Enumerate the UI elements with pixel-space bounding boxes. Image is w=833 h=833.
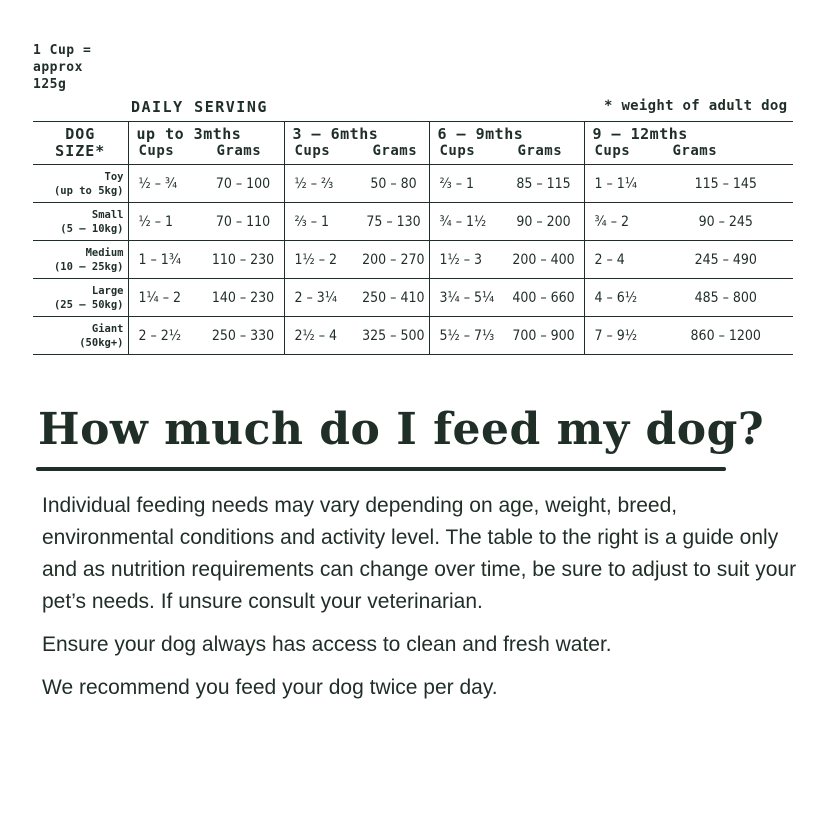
grams-value: 485 – 800 bbox=[694, 289, 757, 306]
grams-label: Grams bbox=[517, 143, 563, 159]
serving-cell bbox=[429, 165, 584, 203]
serving-cell bbox=[284, 317, 429, 355]
age-group-title: 6 – 9mths bbox=[437, 125, 524, 143]
daily-serving-label: DAILY SERVING bbox=[131, 98, 268, 116]
dog-size-range: (5 – 10kg) bbox=[60, 222, 124, 235]
grams-value: 110 – 230 bbox=[211, 251, 275, 268]
table-row bbox=[33, 241, 793, 279]
body-text bbox=[42, 490, 802, 715]
age-group-title: up to 3mths bbox=[136, 125, 242, 143]
dog-size-header bbox=[33, 122, 128, 165]
grams-value: 70 – 110 bbox=[215, 213, 271, 230]
cups-value: ¾ – 2 bbox=[594, 213, 630, 230]
grams-value: 250 – 330 bbox=[211, 327, 275, 344]
grams-label: Grams bbox=[372, 143, 418, 159]
grams-value: 50 – 80 bbox=[370, 175, 417, 192]
dog-size-range: (25 – 50kg) bbox=[53, 298, 124, 311]
dog-size-name: Giant bbox=[91, 322, 124, 335]
cups-value: 1¼ – 2 bbox=[138, 289, 182, 306]
grams-value: 860 – 1200 bbox=[690, 327, 761, 344]
page-title: How much do I feed my dog? bbox=[38, 404, 765, 455]
serving-cell bbox=[284, 203, 429, 241]
paragraph: We recommend you feed your dog twice per day. bbox=[42, 676, 498, 699]
cups-value: ⅔ – 1 bbox=[294, 213, 330, 230]
serving-cell bbox=[584, 279, 793, 317]
serving-cell bbox=[584, 317, 793, 355]
feeding-table bbox=[33, 121, 793, 355]
serving-cell bbox=[584, 241, 793, 279]
table-header-row bbox=[33, 122, 793, 165]
serving-cell bbox=[128, 203, 284, 241]
grams-value: 70 – 100 bbox=[215, 175, 271, 192]
grams-value: 85 – 115 bbox=[516, 175, 571, 192]
cups-value: ⅔ – 1 bbox=[439, 175, 475, 192]
dog-size-range: (50kg+) bbox=[79, 336, 124, 349]
dog-size-cell bbox=[33, 203, 128, 241]
dog-size-name: Toy bbox=[104, 170, 124, 183]
serving-cell bbox=[429, 203, 584, 241]
cups-value: ½ – 1 bbox=[138, 213, 174, 230]
grams-label: Grams bbox=[216, 143, 262, 159]
cups-value: 2½ – 4 bbox=[294, 327, 338, 344]
serving-cell bbox=[128, 165, 284, 203]
cup-note-line: 1 Cup = bbox=[33, 43, 92, 58]
age-group-header bbox=[128, 122, 284, 165]
cups-label: Cups bbox=[294, 143, 331, 159]
serving-cell bbox=[429, 241, 584, 279]
cups-value: 1 – 1¼ bbox=[594, 175, 638, 192]
serving-cell bbox=[128, 279, 284, 317]
cups-value: ½ – ⅔ bbox=[294, 175, 334, 192]
cup-conversion-note bbox=[33, 42, 91, 93]
grams-label: Grams bbox=[672, 143, 718, 159]
serving-cell bbox=[584, 165, 793, 203]
cups-value: 4 – 6½ bbox=[594, 289, 638, 306]
dog-size-cell bbox=[33, 165, 128, 203]
grams-value: 400 – 660 bbox=[512, 289, 575, 306]
age-group-header bbox=[584, 122, 793, 165]
cups-value: 2 – 2½ bbox=[138, 327, 182, 344]
cups-label: Cups bbox=[594, 143, 631, 159]
grams-value: 90 – 200 bbox=[516, 213, 571, 230]
cups-value: 1 – 1¾ bbox=[138, 251, 182, 268]
table-row bbox=[33, 165, 793, 203]
cups-value: 7 – 9½ bbox=[594, 327, 638, 344]
grams-value: 90 – 245 bbox=[698, 213, 753, 230]
grams-value: 200 – 270 bbox=[362, 251, 425, 268]
dog-size-cell bbox=[33, 317, 128, 355]
serving-cell bbox=[284, 241, 429, 279]
dog-size-range: (up to 5kg) bbox=[53, 184, 124, 197]
table-row bbox=[33, 317, 793, 355]
grams-value: 140 – 230 bbox=[211, 289, 275, 306]
cups-value: ½ – ¾ bbox=[138, 175, 178, 192]
cups-value: 1½ – 3 bbox=[439, 251, 483, 268]
serving-cell bbox=[429, 279, 584, 317]
cup-note-line: approx bbox=[33, 60, 83, 75]
age-group-header bbox=[429, 122, 584, 165]
serving-cell bbox=[284, 165, 429, 203]
table-row bbox=[33, 279, 793, 317]
paragraph: Individual feeding needs may vary depending on age, weight, breed, environmental conditions and activity level. The table to the right is a guide only and as nutrition requirements can change over time, be sure to adjust to suit your pet’s needs. If unsure consult your veterinarian. bbox=[42, 494, 797, 613]
cups-value: 2 – 4 bbox=[594, 251, 625, 268]
serving-cell bbox=[128, 241, 284, 279]
dog-size-name: Medium bbox=[85, 246, 124, 259]
grams-value: 75 – 130 bbox=[366, 213, 421, 230]
cups-value: ¾ – 1½ bbox=[439, 213, 487, 230]
dog-size-range: (10 – 25kg) bbox=[53, 260, 124, 273]
cups-label: Cups bbox=[138, 143, 175, 159]
cups-value: 1½ – 2 bbox=[294, 251, 338, 268]
cups-value: 5½ – 7⅓ bbox=[439, 327, 495, 344]
cup-note-line: 125g bbox=[33, 77, 67, 92]
table-row bbox=[33, 203, 793, 241]
dog-size-header-line: SIZE* bbox=[55, 142, 106, 160]
grams-value: 250 – 410 bbox=[362, 289, 425, 306]
dog-size-header-line: DOG bbox=[65, 125, 96, 143]
adult-weight-note: * weight of adult dog bbox=[604, 98, 788, 114]
age-group-title: 3 – 6mths bbox=[292, 125, 379, 143]
dog-size-name: Large bbox=[91, 284, 124, 297]
grams-value: 200 – 400 bbox=[512, 251, 575, 268]
title-underline bbox=[36, 467, 726, 471]
serving-cell bbox=[429, 317, 584, 355]
grams-value: 325 – 500 bbox=[362, 327, 425, 344]
age-group-header bbox=[284, 122, 429, 165]
grams-value: 700 – 900 bbox=[512, 327, 575, 344]
serving-cell bbox=[584, 203, 793, 241]
serving-cell bbox=[128, 317, 284, 355]
dog-size-cell bbox=[33, 279, 128, 317]
dog-size-cell bbox=[33, 241, 128, 279]
serving-cell bbox=[284, 279, 429, 317]
paragraph: Ensure your dog always has access to clean and fresh water. bbox=[42, 633, 612, 656]
grams-value: 245 – 490 bbox=[694, 251, 757, 268]
dog-size-name: Small bbox=[91, 208, 124, 221]
grams-value: 115 – 145 bbox=[694, 175, 757, 192]
cups-label: Cups bbox=[439, 143, 476, 159]
age-group-title: 9 – 12mths bbox=[592, 125, 688, 143]
cups-value: 3¼ – 5¼ bbox=[439, 289, 495, 306]
cups-value: 2 – 3¼ bbox=[294, 289, 338, 306]
